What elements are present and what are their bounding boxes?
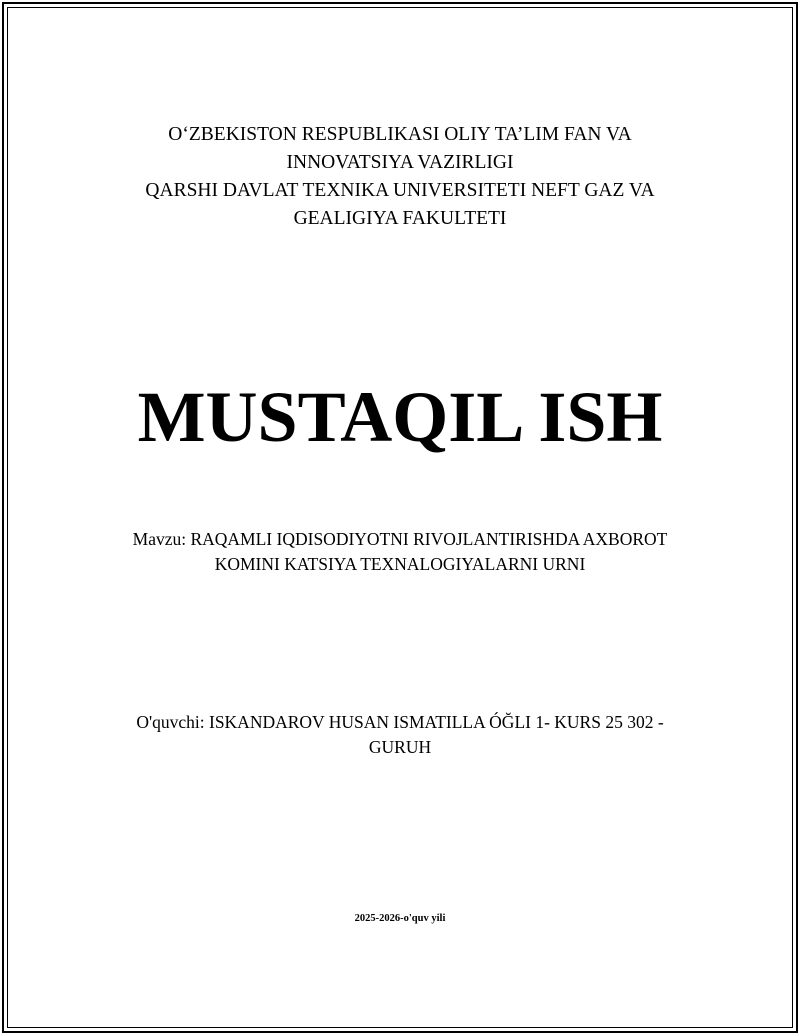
student-block — [60, 710, 740, 760]
header-line: O‘ZBEKISTON RESPUBLIKASI OLIY TA’LIM FAN VA — [168, 124, 632, 145]
academic-year: 2025-2026-o'quv yili — [354, 913, 446, 924]
header-line: QARSHI DAVLAT TEXNIKA UNIVERSITETI NEFT GAZ VA — [145, 180, 655, 201]
header-line: INNOVATSIYA VAZIRLIGI — [286, 152, 514, 173]
institution-header — [60, 121, 740, 233]
topic-block — [60, 527, 740, 577]
topic-line: Mavzu: RAQAMLI IQDISODIYOTNI RIVOJLANTIRISHDA AXBOROT — [132, 529, 668, 549]
topic-line: KOMINI KATSIYA TEXNALOGIYALARNI URNI — [214, 554, 586, 574]
student-line: O'quvchi: ISKANDAROV HUSAN ISMATILLA ÓĞLI 1- KURS 25 302 - — [136, 712, 664, 732]
document-title: MUSTAQIL ISH — [137, 377, 663, 457]
student-line: GURUH — [368, 737, 432, 757]
header-line: GEALIGIYA FAKULTETI — [293, 208, 507, 229]
